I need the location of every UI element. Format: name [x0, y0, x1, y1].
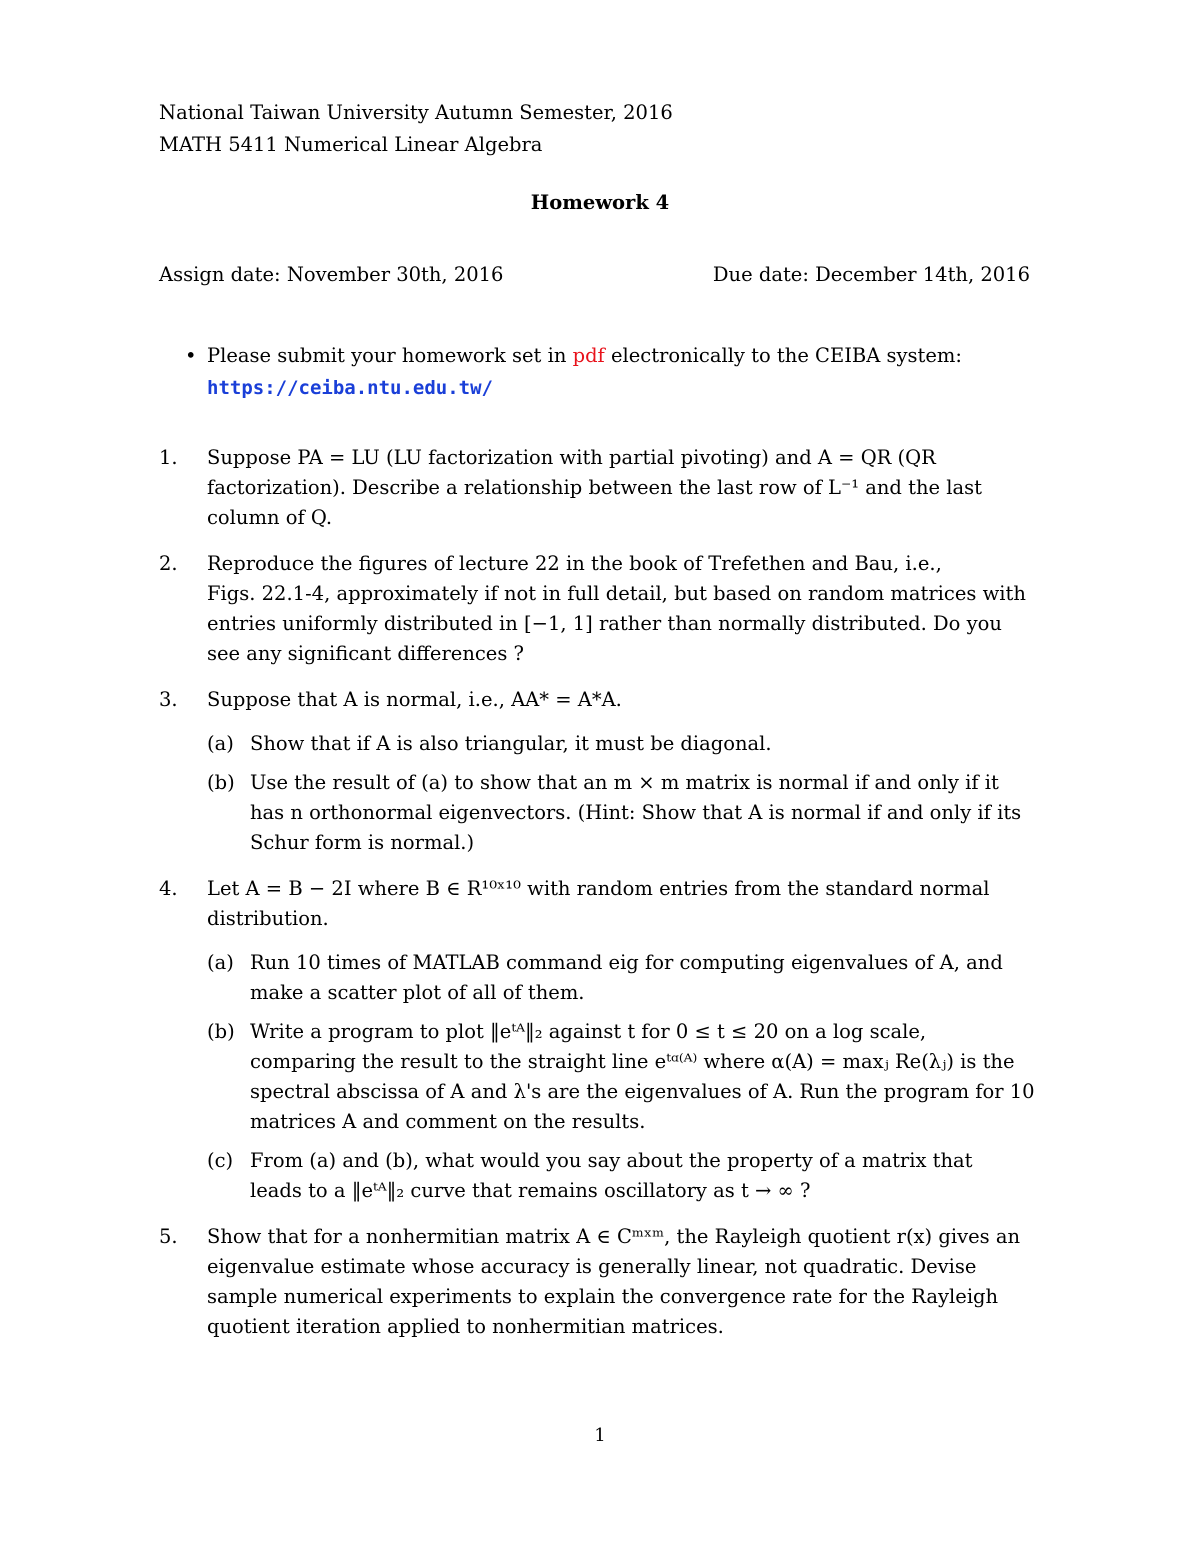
- subpart-text-line: Use the result of (a) to show that an m × m matrix is normal if and only if it: [250, 771, 999, 794]
- assign-date: Assign date: November 30th, 2016: [159, 263, 504, 286]
- due-date: Due date: December 14th, 2016: [712, 263, 1030, 286]
- subpart-item: [207, 948, 1054, 1008]
- subpart-text-line: has n orthonormal eigenvectors. (Hint: Show that A is normal if and only if its: [250, 801, 1022, 824]
- problem-text-line: factorization). Describe a relationship between the last row of L⁻¹ and the last: [207, 476, 982, 499]
- pdf-highlight: pdf: [572, 344, 605, 367]
- subpart-text-line: spectral abscissa of A and λ's are the eigenvalues of A. Run the program for 10: [250, 1080, 1035, 1103]
- problem-item: [159, 549, 1054, 669]
- problem-text-line: eigenvalue estimate whose accuracy is generally linear, not quadratic. Devise: [207, 1255, 977, 1278]
- note-text-before: Please submit your homework set in: [207, 344, 573, 367]
- note-text-after: electronically to the CEIBA system:: [604, 344, 962, 367]
- problem-text-line: column of Q.: [207, 506, 333, 529]
- subpart-text-line: Write a program to plot ‖eᵗᴬ‖₂ against t for 0 ≤ t ≤ 20 on a log scale,: [250, 1020, 927, 1043]
- subpart-item: [207, 1017, 1054, 1137]
- subpart-text-line: comparing the result to the straight line eᵗᵅ⁽ᴬ⁾ where α(A) = maxⱼ Re(λⱼ) is the: [250, 1050, 1015, 1073]
- course-line: MATH 5411 Numerical Linear Algebra: [159, 133, 543, 156]
- ceiba-link[interactable]: https://ceiba.ntu.edu.tw/: [207, 377, 493, 399]
- problem-text-line: see any significant differences ?: [207, 642, 525, 665]
- subpart-list: [207, 948, 1054, 1206]
- problem-item: [159, 685, 1054, 858]
- problem-text-line: Show that for a nonhermitian matrix A ∈ Cᵐˣᵐ, the Rayleigh quotient r(x) gives an: [207, 1225, 1021, 1248]
- problem-number: 2.: [159, 552, 178, 575]
- subpart-item: [207, 768, 1054, 858]
- problem-number: 4.: [159, 877, 178, 900]
- subpart-label: (c): [207, 1149, 234, 1172]
- problem-text-line: Reproduce the figures of lecture 22 in the book of Trefethen and Bau, i.e.,: [207, 552, 942, 575]
- subpart-text-line: matrices A and comment on the results.: [250, 1110, 646, 1133]
- subpart-label: (a): [207, 951, 234, 974]
- subpart-text-line: Run 10 times of MATLAB command eig for computing eigenvalues of A, and: [250, 951, 1003, 974]
- page-title: Homework 4: [530, 191, 670, 214]
- problem-number: 3.: [159, 688, 178, 711]
- problem-text-line: Suppose PA = LU (LU factorization with partial pivoting) and A = QR (QR: [207, 446, 936, 469]
- subpart-text-line: From (a) and (b), what would you say about the property of a matrix that: [250, 1149, 973, 1172]
- subpart-item: [207, 729, 1054, 759]
- problem-item: [159, 874, 1054, 1206]
- university-line: National Taiwan University Autumn Semester, 2016: [159, 101, 673, 124]
- subpart-label: (a): [207, 732, 234, 755]
- problem-text-line: quotient iteration applied to nonhermitian matrices.: [207, 1315, 724, 1338]
- problem-item: [159, 1222, 1054, 1342]
- bullet-icon: •: [185, 344, 197, 367]
- problem-text-line: Figs. 22.1-4, approximately if not in full detail, but based on random matrices with: [207, 582, 1026, 605]
- subpart-text-line: Schur form is normal.): [250, 831, 475, 854]
- problem-number: 1.: [159, 446, 178, 469]
- problem-text-line: sample numerical experiments to explain the convergence rate for the Rayleigh: [207, 1285, 999, 1308]
- problem-text-line: Suppose that A is normal, i.e., AA* = A*A.: [207, 688, 622, 711]
- page-number: 1: [594, 1425, 606, 1446]
- subpart-text-line: leads to a ‖eᵗᴬ‖₂ curve that remains oscillatory as t → ∞ ?: [250, 1179, 811, 1202]
- subpart-label: (b): [207, 771, 235, 794]
- problem-text-line: distribution.: [207, 907, 329, 930]
- subpart-text-line: make a scatter plot of all of them.: [250, 981, 585, 1004]
- subpart-label: (b): [207, 1020, 235, 1043]
- subpart-text-line: Show that if A is also triangular, it must be diagonal.: [250, 732, 772, 755]
- problem-number: 5.: [159, 1225, 178, 1248]
- problem-list: [159, 443, 1054, 1358]
- subpart-list: [207, 729, 1054, 858]
- problem-item: [159, 443, 1054, 533]
- course-header: [159, 98, 673, 162]
- subpart-item: [207, 1146, 1054, 1206]
- problem-text-line: Let A = B − 2I where B ∈ R¹⁰ˣ¹⁰ with random entries from the standard normal: [207, 877, 990, 900]
- problem-text-line: entries uniformly distributed in [−1, 1] rather than normally distributed. Do you: [207, 612, 1002, 635]
